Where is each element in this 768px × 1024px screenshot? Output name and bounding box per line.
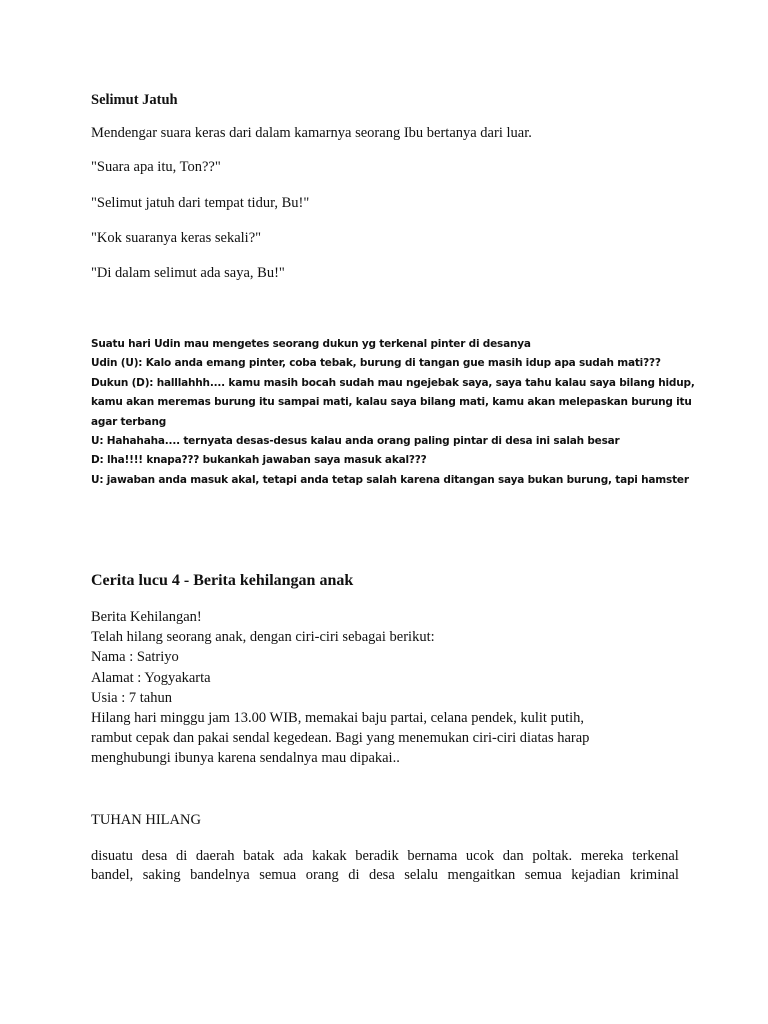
word: semua	[259, 867, 297, 883]
story3-line: Hilang hari minggu jam 13.00 WIB, memakai baju partai, celana pendek, kulit putih,	[91, 710, 585, 727]
story2-line: agar terbang	[91, 415, 167, 428]
word: selalu	[404, 867, 439, 883]
word: saking	[142, 867, 181, 883]
story2-line: Udin (U): Kalo anda emang pinter, coba tebak, burung di tangan gue masih idup apa sudah mati???	[91, 357, 661, 370]
word: terkenal	[632, 848, 679, 864]
word: daerah	[195, 848, 235, 864]
word: batak	[243, 848, 275, 864]
word: bernama	[407, 848, 458, 864]
story2-line: U: jawaban anda masuk akal, tetapi anda tetap salah karena ditangan saya bukan burung, tapi hamster	[91, 473, 689, 486]
story1-line: Mendengar suara keras dari dalam kamarnya seorang Ibu bertanya dari luar.	[91, 125, 532, 141]
word: desa	[141, 848, 168, 864]
story3-line: Alamat : Yogyakarta	[91, 669, 211, 686]
story3-block	[91, 607, 589, 769]
story3-line: Telah hilang seorang anak, dengan ciri-ciri sebagai berikut:	[91, 629, 435, 646]
word: di	[348, 867, 360, 883]
story2-line: D: lha!!!! knapa??? bukankah jawaban saya masuk akal???	[91, 454, 427, 467]
story3-line: menghubungi ibunya karena sendalnya mau dipakai..	[91, 750, 400, 767]
story4-line	[91, 847, 679, 866]
story4-block	[91, 847, 679, 885]
story4-title: TUHAN HILANG	[91, 812, 201, 828]
story3-line: Usia : 7 tahun	[91, 689, 172, 706]
word: disuatu	[91, 848, 133, 864]
word: ada	[283, 848, 304, 864]
story3-line: Nama : Satriyo	[91, 649, 179, 666]
story1-title: Selimut Jatuh	[91, 92, 178, 108]
story2-line: Suatu hari Udin mau mengetes seorang dukun yg terkenal pinter di desanya	[91, 338, 531, 350]
story1-line: "Selimut jatuh dari tempat tidur, Bu!"	[91, 195, 310, 211]
story1-line: "Di dalam selimut ada saya, Bu!"	[91, 265, 285, 281]
word: di	[175, 848, 188, 864]
story3-title: Cerita lucu 4 - Berita kehilangan anak	[91, 572, 354, 589]
word: mereka	[580, 848, 624, 864]
word: kejadian	[571, 867, 621, 883]
word: beradik	[355, 848, 399, 864]
word: dan	[502, 848, 524, 864]
story2-line: kamu akan meremas burung itu sampai mati, kalau saya bilang mati, kamu akan melepaskan burung itu	[91, 396, 692, 409]
word: bandel,	[91, 867, 134, 883]
word: kakak	[311, 848, 347, 864]
story1-line: "Kok suaranya keras sekali?"	[91, 230, 262, 246]
word: ucok	[465, 848, 495, 864]
story1-line: "Suara apa itu, Ton??"	[91, 159, 221, 175]
story3-line: rambut cepak dan pakai sendal kegedean. Bagi yang menemukan ciri-ciri diatas harap	[91, 730, 590, 747]
story2-block	[91, 335, 695, 490]
story2-line: Dukun (D): halllahhh.... kamu masih bocah sudah mau ngejebak saya, saya tahu kalau saya bilang hidup,	[91, 376, 695, 389]
story4-line	[91, 866, 679, 885]
word: desa	[368, 867, 395, 883]
word: semua	[524, 867, 562, 883]
word: poltak.	[532, 848, 573, 864]
word: kriminal	[629, 867, 679, 883]
word: mengaitkan	[447, 867, 516, 883]
story2-line: U: Hahahaha.... ternyata desas-desus kalau anda orang paling pintar di desa ini salah besar	[91, 435, 620, 448]
word: bandelnya	[190, 867, 250, 883]
word: orang	[305, 867, 339, 883]
story3-line: Berita Kehilangan!	[91, 609, 202, 625]
